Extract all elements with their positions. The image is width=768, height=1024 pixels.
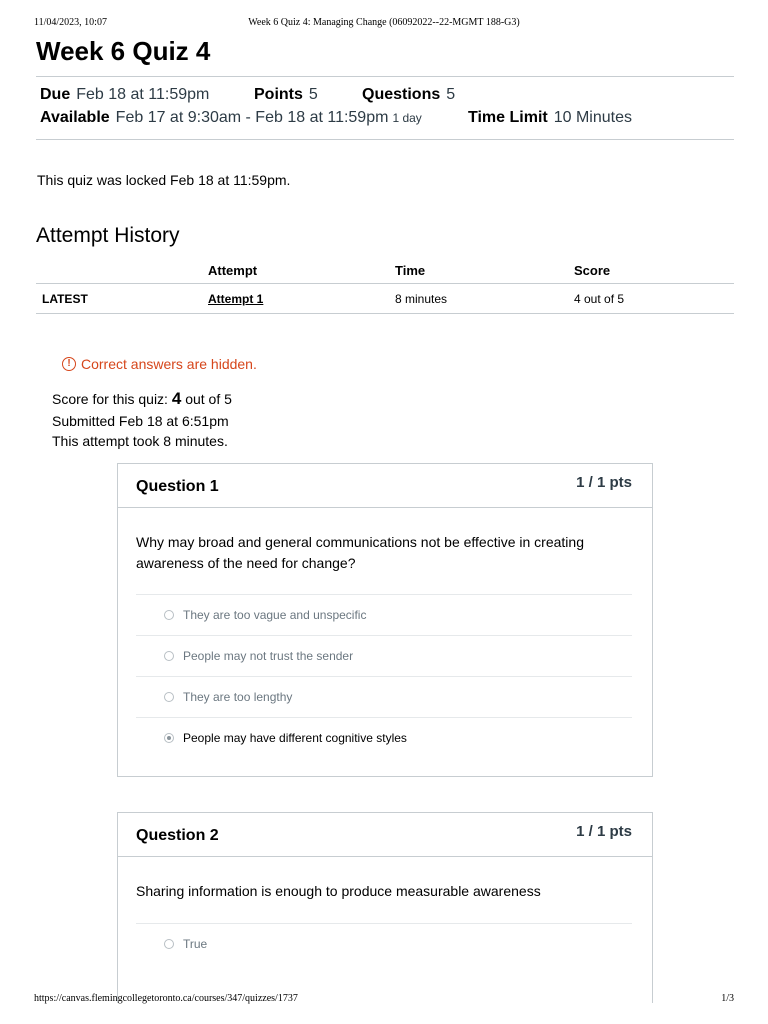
answer-text: True	[183, 937, 208, 951]
print-footer	[34, 993, 734, 1004]
header-attempt: Attempt	[202, 258, 389, 284]
answer-option-selected[interactable]	[136, 717, 632, 758]
question-title: Question 2	[136, 827, 219, 844]
table-header-row	[36, 258, 734, 284]
print-header	[34, 17, 734, 28]
question-header	[118, 813, 652, 857]
attempt-duration: This attempt took 8 minutes.	[52, 433, 228, 449]
warning-icon: !	[62, 357, 76, 371]
question-text: Why may broad and general communications not be effective in creating awareness of the need for change?	[136, 534, 584, 571]
answers-hidden-notice	[62, 356, 257, 372]
score-value: 4	[171, 389, 182, 408]
question-text: Sharing information is enough to produce measurable awareness	[136, 883, 541, 899]
available-info: Available Feb 17 at 9:30am - Feb 18 at 11:59pm 1 day	[40, 109, 422, 126]
score-cell: 4 out of 5	[568, 284, 734, 314]
header-score: Score	[568, 258, 734, 284]
print-doc-title: Week 6 Quiz 4: Managing Change (06092022--22-MGMT 188-G3)	[248, 17, 520, 28]
header-time: Time	[389, 258, 568, 284]
radio-icon[interactable]	[164, 939, 174, 949]
answer-option[interactable]	[136, 923, 632, 964]
radio-icon[interactable]	[164, 692, 174, 702]
answer-text: People may have different cognitive styles	[183, 731, 407, 745]
questions-info: Questions 5	[362, 86, 456, 103]
table-row	[36, 284, 734, 314]
answer-text: They are too vague and unspecific	[183, 608, 367, 622]
question-points: 1 / 1 pts	[576, 823, 632, 840]
page-title: Week 6 Quiz 4	[36, 36, 211, 66]
time-cell: 8 minutes	[389, 284, 568, 314]
print-url: https://canvas.flemingcollegetoronto.ca/courses/347/quizzes/1737	[34, 993, 298, 1004]
radio-icon[interactable]	[164, 651, 174, 661]
answer-option[interactable]	[136, 635, 632, 676]
answer-option[interactable]	[136, 676, 632, 717]
print-page-number: 1/3	[721, 993, 734, 1004]
question-header	[118, 464, 652, 508]
answer-text: They are too lengthy	[183, 690, 293, 704]
submitted-time: Submitted Feb 18 at 6:51pm	[52, 413, 229, 429]
attempt-history-title: Attempt History	[36, 224, 180, 247]
quiz-details	[36, 76, 734, 140]
header-blank	[36, 258, 202, 284]
quiz-score: Score for this quiz: 4 out of 5	[52, 389, 232, 408]
attempt-1-link[interactable]: Attempt 1	[208, 291, 264, 306]
question-points: 1 / 1 pts	[576, 474, 632, 491]
due-info: Due Feb 18 at 11:59pm	[40, 86, 210, 103]
hidden-notice-text: Correct answers are hidden.	[81, 356, 257, 372]
locked-message: This quiz was locked Feb 18 at 11:59pm.	[37, 172, 291, 188]
radio-icon[interactable]	[164, 610, 174, 620]
print-datetime: 11/04/2023, 10:07	[34, 17, 107, 28]
attempt-history-table	[36, 258, 734, 314]
latest-label: LATEST	[36, 284, 202, 314]
answer-option[interactable]	[136, 594, 632, 635]
question-2	[117, 812, 653, 1003]
question-1	[117, 463, 653, 777]
question-title: Question 1	[136, 478, 219, 495]
answer-text: People may not trust the sender	[183, 649, 354, 663]
points-info: Points 5	[254, 86, 318, 103]
attempt-cell	[202, 284, 389, 314]
radio-checked-icon[interactable]	[164, 733, 174, 743]
time-limit-info: Time Limit 10 Minutes	[468, 109, 632, 126]
